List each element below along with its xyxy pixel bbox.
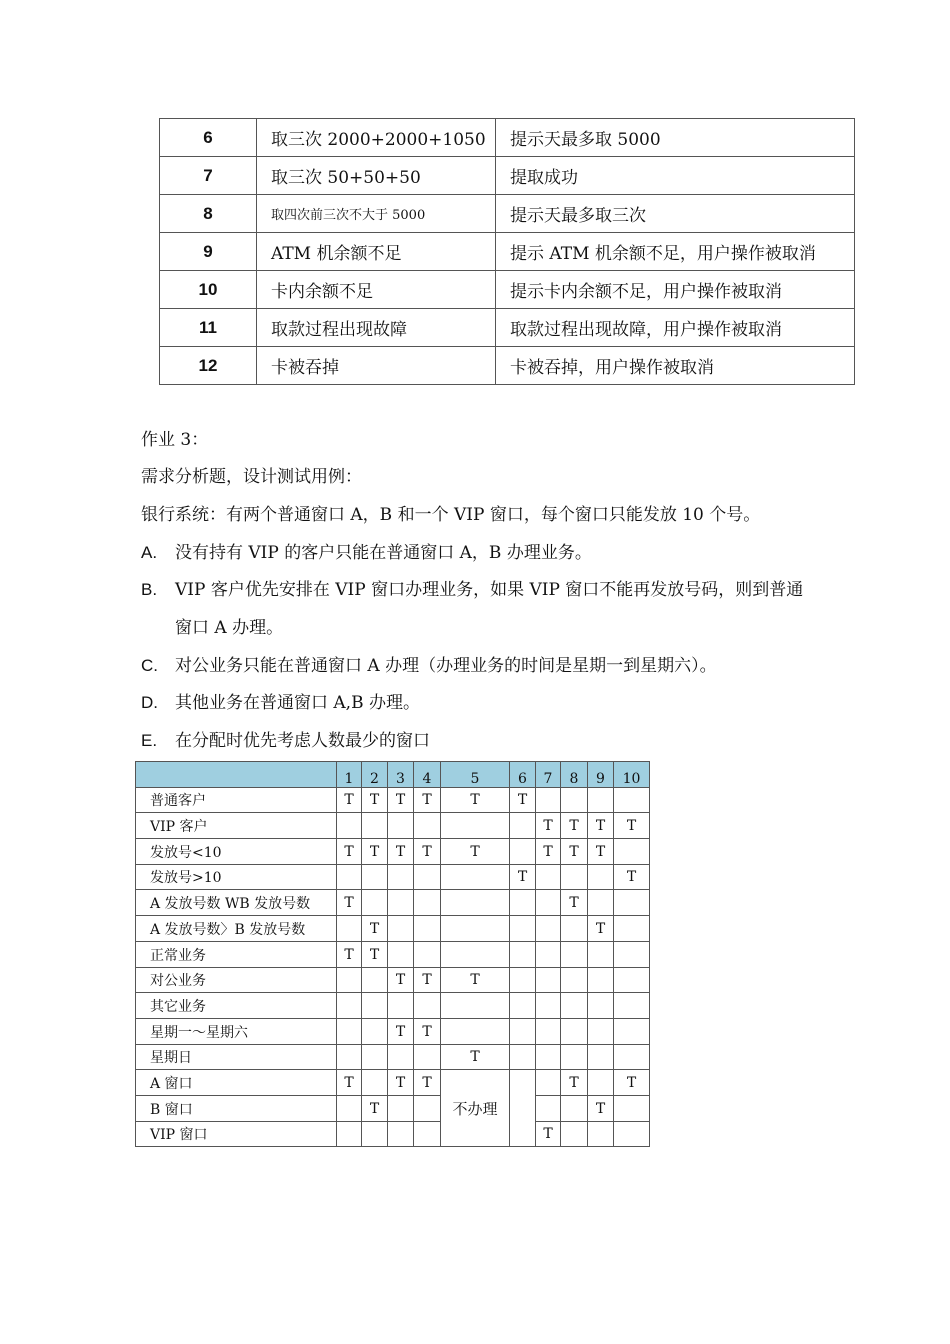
table-cell <box>561 993 588 1019</box>
column-header: 4 <box>414 762 441 788</box>
column-header: 8 <box>561 762 588 788</box>
case-operation: 取款过程出现故障 <box>257 309 496 347</box>
table-cell <box>414 813 441 839</box>
table-cell: T <box>362 1096 388 1122</box>
table-cell <box>588 1070 614 1096</box>
table-cell: T <box>441 1045 510 1070</box>
table-cell: T <box>510 865 536 890</box>
table-cell <box>588 865 614 890</box>
column-header: 1 <box>337 762 362 788</box>
table-cell <box>388 1122 414 1147</box>
not-handled-cell: 不办理 <box>441 1070 510 1147</box>
table-cell: T <box>388 1019 414 1045</box>
table-cell: T <box>362 942 388 968</box>
requirement-item <box>141 575 803 600</box>
case-number: 11 <box>160 309 257 347</box>
table-cell: T <box>588 813 614 839</box>
requirement-item <box>141 726 430 751</box>
table-cell: T <box>588 839 614 865</box>
table-cell: T <box>561 1070 588 1096</box>
table-row <box>136 968 650 993</box>
table-cell <box>441 1019 510 1045</box>
table-cell <box>414 1096 441 1122</box>
table-cell: T <box>414 1019 441 1045</box>
table-cell <box>362 1070 388 1096</box>
column-header: 5 <box>441 762 510 788</box>
table-cell <box>614 968 650 993</box>
column-header: 3 <box>388 762 414 788</box>
table-cell <box>510 1019 536 1045</box>
table-cell: T <box>588 916 614 942</box>
table-cell: T <box>561 813 588 839</box>
table-cell <box>388 942 414 968</box>
row-label: 发放号<10 <box>136 839 337 865</box>
table-cell <box>337 916 362 942</box>
row-label: A 发放号数〉B 发放号数 <box>136 916 337 942</box>
case-number: 6 <box>160 119 257 157</box>
table-cell <box>362 993 388 1019</box>
table-cell <box>388 1045 414 1070</box>
table-cell <box>536 1070 561 1096</box>
table-cell <box>510 813 536 839</box>
case-number: 7 <box>160 157 257 195</box>
table-row <box>136 890 650 916</box>
table-cell <box>414 890 441 916</box>
table-cell <box>362 1045 388 1070</box>
table-cell <box>388 865 414 890</box>
case-result: 卡被吞掉，用户操作被取消 <box>496 347 855 385</box>
table-cell <box>441 813 510 839</box>
table-cell <box>561 1096 588 1122</box>
table-cell: T <box>614 865 650 890</box>
case-operation: 卡被吞掉 <box>257 347 496 385</box>
table-cell <box>337 968 362 993</box>
table-cell <box>441 916 510 942</box>
table-row <box>136 1019 650 1045</box>
table-cell: T <box>536 839 561 865</box>
table-cell: T <box>536 1122 561 1147</box>
case-operation: 取三次 2000+2000+1050 <box>257 119 496 157</box>
table-cell: T <box>441 968 510 993</box>
case-number: 12 <box>160 347 257 385</box>
table-cell <box>536 1045 561 1070</box>
table-cell: T <box>441 839 510 865</box>
table-cell: T <box>414 1070 441 1096</box>
table-cell <box>510 942 536 968</box>
table-cell <box>588 890 614 916</box>
table-cell <box>614 788 650 813</box>
requirement-item <box>141 688 420 713</box>
table-cell <box>414 1045 441 1070</box>
row-label: 其它业务 <box>136 993 337 1019</box>
table-cell <box>510 839 536 865</box>
table-cell <box>337 813 362 839</box>
item-text: 对公业务只能在普通窗口 A 办理（办理业务的时间是星期一到星期六）。 <box>175 656 717 676</box>
table-cell <box>561 968 588 993</box>
item-text: 没有持有 VIP 的客户只能在普通窗口 A，B 办理业务。 <box>175 543 592 563</box>
table-cell <box>510 890 536 916</box>
table-cell: T <box>337 839 362 865</box>
row-label: VIP 窗口 <box>136 1122 337 1147</box>
table-row <box>136 1122 650 1147</box>
item-label: E. <box>141 731 158 750</box>
requirement-item <box>141 538 592 563</box>
row-label: A 窗口 <box>136 1070 337 1096</box>
table-cell <box>614 1096 650 1122</box>
table-cell <box>614 1045 650 1070</box>
table-cell <box>362 865 388 890</box>
table-cell: T <box>337 788 362 813</box>
table-cell <box>536 942 561 968</box>
table-cell <box>388 916 414 942</box>
table-row <box>136 865 650 890</box>
table-cell: T <box>388 788 414 813</box>
table-cell: T <box>614 813 650 839</box>
table-cell <box>588 1045 614 1070</box>
table-cell <box>536 1096 561 1122</box>
column-header: 2 <box>362 762 388 788</box>
table-cell <box>510 916 536 942</box>
header-corner-cell <box>136 762 337 788</box>
table-cell: T <box>614 1070 650 1096</box>
table-cell <box>614 942 650 968</box>
table-cell <box>614 1122 650 1147</box>
table-cell <box>588 1122 614 1147</box>
table-cell <box>536 993 561 1019</box>
table-cell <box>337 1019 362 1045</box>
case-number: 9 <box>160 233 257 271</box>
case-operation: ATM 机余额不足 <box>257 233 496 271</box>
table-row <box>160 309 855 347</box>
table-cell <box>362 1019 388 1045</box>
table-cell <box>362 813 388 839</box>
column-header: 6 <box>510 762 536 788</box>
table-row <box>160 157 855 195</box>
row-label: 星期日 <box>136 1045 337 1070</box>
table-cell: T <box>414 839 441 865</box>
table-cell <box>536 1019 561 1045</box>
table-cell <box>441 942 510 968</box>
table-cell: T <box>362 839 388 865</box>
table-cell <box>414 942 441 968</box>
table-cell <box>337 865 362 890</box>
table-cell <box>388 813 414 839</box>
table-cell: T <box>510 788 536 813</box>
table-cell <box>510 1045 536 1070</box>
table-cell: T <box>388 968 414 993</box>
table-cell <box>362 968 388 993</box>
table-cell: T <box>337 942 362 968</box>
table-cell <box>561 865 588 890</box>
table-cell <box>588 788 614 813</box>
table-row <box>160 119 855 157</box>
item-label: C. <box>141 656 158 675</box>
table-cell: T <box>441 788 510 813</box>
column-header: 10 <box>614 762 650 788</box>
decision-table <box>135 761 650 1147</box>
table-cell <box>414 993 441 1019</box>
table-cell <box>614 993 650 1019</box>
table-cell <box>441 865 510 890</box>
case-result: 提示天最多取 5000 <box>496 119 855 157</box>
table-cell <box>614 839 650 865</box>
table-row <box>160 233 855 271</box>
table-cell <box>337 1122 362 1147</box>
table-cell <box>561 1122 588 1147</box>
table-cell <box>388 1096 414 1122</box>
item-continuation: 窗口 A 办理。 <box>175 618 284 638</box>
case-result: 提示卡内余额不足，用户操作被取消 <box>496 271 855 309</box>
row-label: B 窗口 <box>136 1096 337 1122</box>
table-cell <box>414 1122 441 1147</box>
row-label: 普通客户 <box>136 788 337 813</box>
table-cell <box>614 1019 650 1045</box>
column-header: 9 <box>588 762 614 788</box>
table-cell <box>588 1019 614 1045</box>
table-row <box>136 813 650 839</box>
case-operation: 取四次前三次不大于 5000 <box>257 195 496 233</box>
table-row <box>136 1070 650 1096</box>
table-row <box>136 1096 650 1122</box>
table-cell: T <box>536 813 561 839</box>
table-cell: T <box>561 890 588 916</box>
table-cell <box>536 968 561 993</box>
case-result: 提示天最多取三次 <box>496 195 855 233</box>
table-cell <box>441 890 510 916</box>
row-label: 发放号>10 <box>136 865 337 890</box>
table-row <box>136 839 650 865</box>
table-row <box>160 347 855 385</box>
item-text: 其他业务在普通窗口 A,B 办理。 <box>175 693 420 713</box>
table-cell <box>614 916 650 942</box>
table-row <box>136 788 650 813</box>
row-label: 星期一〜星期六 <box>136 1019 337 1045</box>
case-result: 提取成功 <box>496 157 855 195</box>
table-cell: T <box>561 839 588 865</box>
table-cell <box>388 890 414 916</box>
requirement-item <box>141 651 717 676</box>
table-cell <box>561 1019 588 1045</box>
item-text: 在分配时优先考虑人数最少的窗口 <box>175 731 430 751</box>
table-cell: T <box>337 890 362 916</box>
table-cell <box>588 993 614 1019</box>
table-cell <box>337 1096 362 1122</box>
table-row <box>160 271 855 309</box>
table-cell <box>536 788 561 813</box>
header-row <box>136 762 650 788</box>
case-number: 8 <box>160 195 257 233</box>
table-row <box>136 916 650 942</box>
table-cell <box>414 865 441 890</box>
table-cell: T <box>388 1070 414 1096</box>
table-cell <box>337 993 362 1019</box>
row-label: 对公业务 <box>136 968 337 993</box>
table-cell <box>561 1045 588 1070</box>
table-cell: T <box>414 968 441 993</box>
table-cell <box>337 1045 362 1070</box>
table-row <box>136 993 650 1019</box>
test-case-table <box>159 118 855 385</box>
table-cell <box>561 788 588 813</box>
table-cell <box>441 993 510 1019</box>
table-cell <box>614 890 650 916</box>
table-cell <box>510 968 536 993</box>
table-row <box>136 942 650 968</box>
case-operation: 取三次 50+50+50 <box>257 157 496 195</box>
row-label: A 发放号数 WB 发放号数 <box>136 890 337 916</box>
table-cell <box>561 942 588 968</box>
item-label: B. <box>141 580 158 599</box>
table-cell <box>510 1070 536 1147</box>
column-header: 7 <box>536 762 561 788</box>
homework-subtitle: 需求分析题，设计测试用例： <box>141 467 362 487</box>
case-result: 提示 ATM 机余额不足，用户操作被取消 <box>496 233 855 271</box>
table-cell <box>561 916 588 942</box>
table-cell <box>414 916 441 942</box>
table-cell: T <box>588 1096 614 1122</box>
table-cell: T <box>414 788 441 813</box>
table-row <box>160 195 855 233</box>
row-label: 正常业务 <box>136 942 337 968</box>
item-label: D. <box>141 693 158 712</box>
table-cell <box>362 1122 388 1147</box>
table-cell: T <box>362 916 388 942</box>
table-cell <box>510 993 536 1019</box>
table-cell <box>388 993 414 1019</box>
table-cell: T <box>362 788 388 813</box>
case-result: 取款过程出现故障，用户操作被取消 <box>496 309 855 347</box>
table-cell <box>536 916 561 942</box>
table-cell <box>588 942 614 968</box>
row-label: VIP 客户 <box>136 813 337 839</box>
table-row <box>136 1045 650 1070</box>
table-cell: T <box>337 1070 362 1096</box>
table-cell <box>362 890 388 916</box>
table-cell <box>536 890 561 916</box>
homework-intro: 银行系统：有两个普通窗口 A，B 和一个 VIP 窗口，每个窗口只能发放 10 个号。 <box>141 505 761 525</box>
homework-title: 作业 3： <box>141 430 209 450</box>
table-cell <box>536 865 561 890</box>
table-cell: T <box>388 839 414 865</box>
case-operation: 卡内余额不足 <box>257 271 496 309</box>
case-number: 10 <box>160 271 257 309</box>
item-label: A. <box>141 543 158 562</box>
table-cell <box>588 968 614 993</box>
item-text: VIP 客户优先安排在 VIP 窗口办理业务，如果 VIP 窗口不能再发放号码，则到普通 <box>175 580 804 600</box>
